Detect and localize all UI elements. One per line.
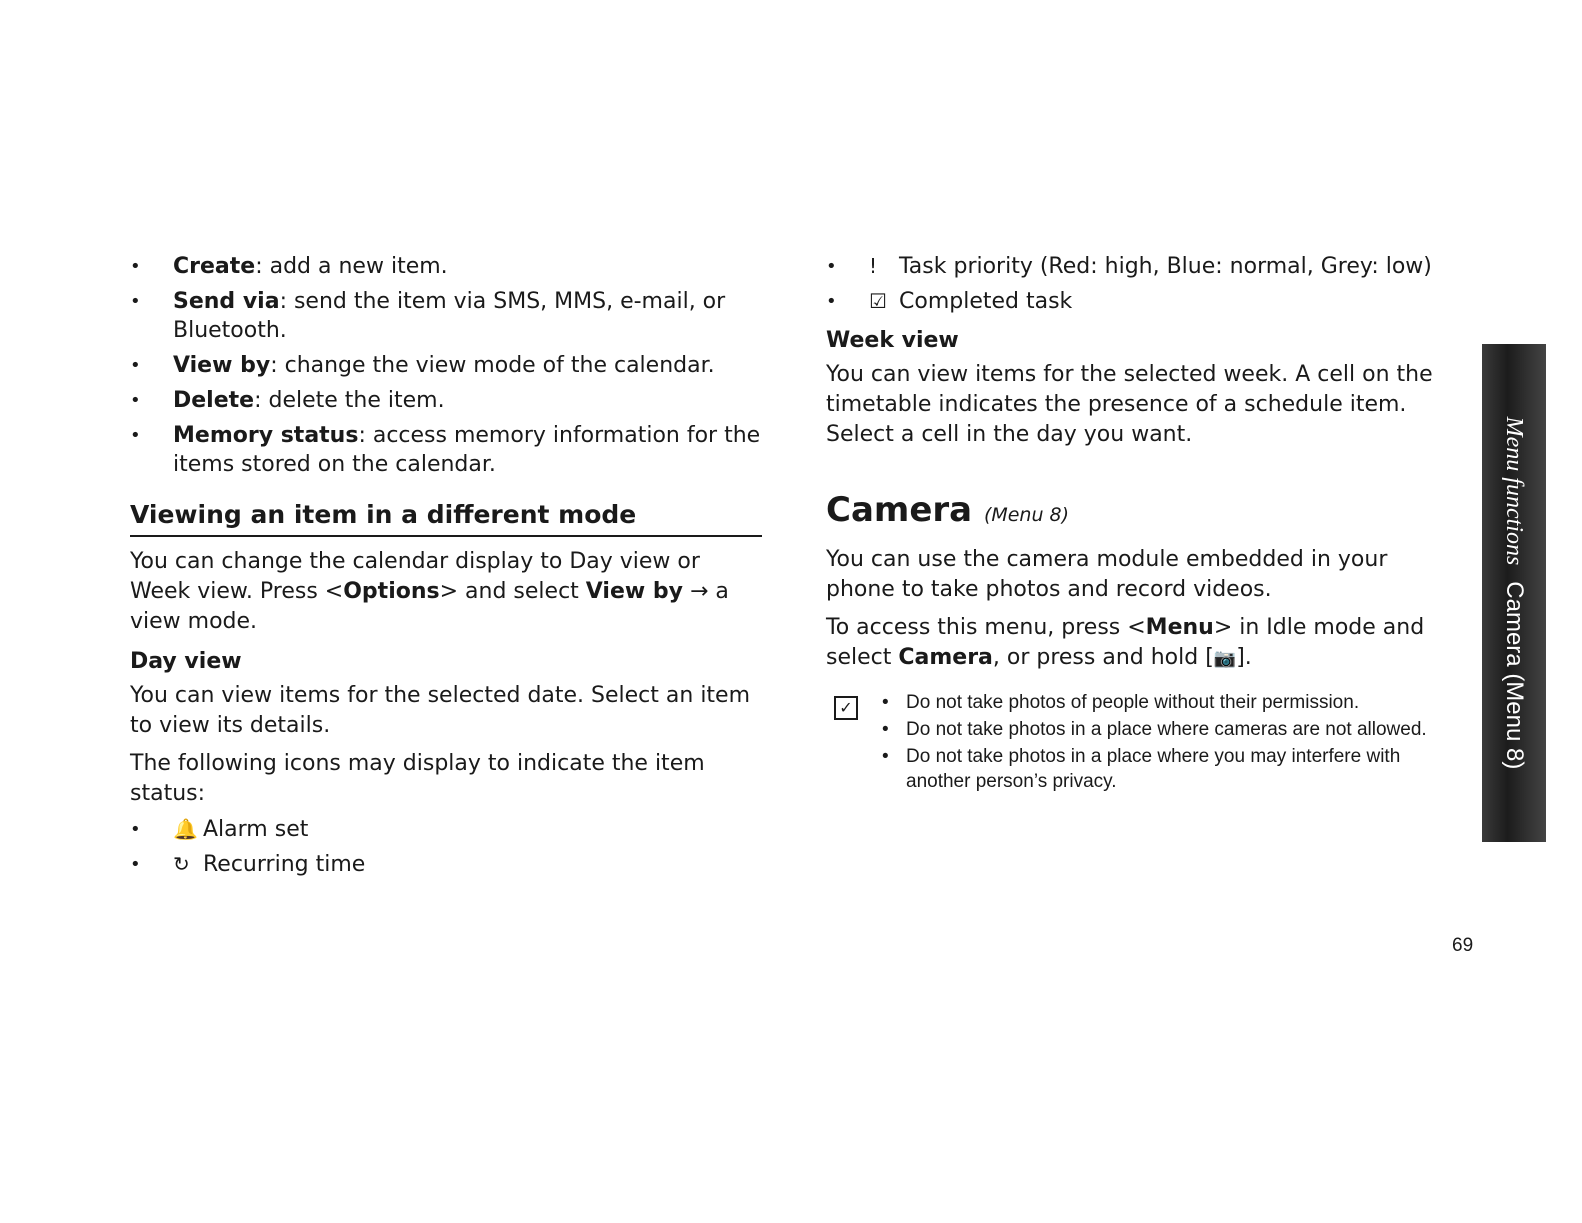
alarm-bell-icon: 🔔 [173, 817, 198, 841]
camera-key-icon: 📷 [1213, 648, 1237, 669]
camera-notes [826, 690, 1452, 794]
menu-reference: (Menu 8) [983, 504, 1070, 526]
left-column [130, 252, 762, 885]
list-item: • ↻ Recurring time [130, 852, 366, 877]
list-item: • View by: change the view mode of the calendar. [130, 353, 715, 378]
tab-chapter-label: Camera (Menu 8) [1501, 581, 1528, 770]
chapter-side-tab [1482, 344, 1546, 842]
tab-section-label: Menu functions [1501, 416, 1527, 566]
list-item: • Do not take photos of people without their permission. [882, 690, 1452, 715]
icons-intro-paragraph: The following icons may display to indicate the item status: [130, 751, 705, 806]
week-view-heading: Week view [826, 328, 959, 353]
page-number: 69 [1452, 935, 1474, 956]
list-item: • Do not take photos in a place where cameras are not allowed. [882, 717, 1452, 742]
camera-title: Camera (Menu 8) [826, 490, 1070, 530]
section-intro: You can change the calendar display to Day view or Week view. Press <Options> and select View by → a view mode. [130, 549, 729, 634]
task-icons-list [826, 252, 1452, 316]
list-item: • 🔔 Alarm set [130, 817, 309, 842]
camera-intro-paragraph: You can use the camera module embedded in your phone to take photos and record videos. [826, 547, 1388, 602]
note-checkbox-icon: ✓ [834, 696, 858, 720]
list-item: • Do not take photos in a place where you may interfere with another person’s privacy. [882, 744, 1452, 794]
list-item: • Send via: send the item via SMS, MMS, e-mail, or Bluetooth. [130, 289, 726, 343]
list-item: • Delete: delete the item. [130, 388, 445, 413]
completed-task-icon: ☑ [869, 289, 887, 313]
right-column [826, 252, 1452, 796]
list-item: • Memory status: access memory information for the items stored on the calendar. [130, 423, 761, 477]
section-heading: Viewing an item in a different mode [130, 499, 762, 537]
recurring-icon: ↻ [173, 852, 190, 876]
week-view-paragraph: You can view items for the selected week. A cell on the timetable indicates the presence of a schedule item. Select a cell in the day you want. [826, 362, 1433, 447]
list-item: • Create: add a new item. [130, 254, 448, 279]
list-item: • ☑ Completed task [826, 289, 1073, 314]
priority-icon: ! [869, 254, 878, 278]
list-item: • ! Task priority (Red: high, Blue: normal, Grey: low) [826, 254, 1432, 279]
calendar-options-list [130, 252, 762, 479]
notes-list [882, 690, 1452, 794]
day-view-paragraph: You can view items for the selected date. Select an item to view its details. [130, 683, 751, 738]
status-icons-list [130, 815, 762, 879]
camera-access-paragraph: To access this menu, press <Menu> in Idle mode and select Camera, or press and hold [📷]. [826, 615, 1425, 670]
day-view-heading: Day view [130, 649, 242, 674]
